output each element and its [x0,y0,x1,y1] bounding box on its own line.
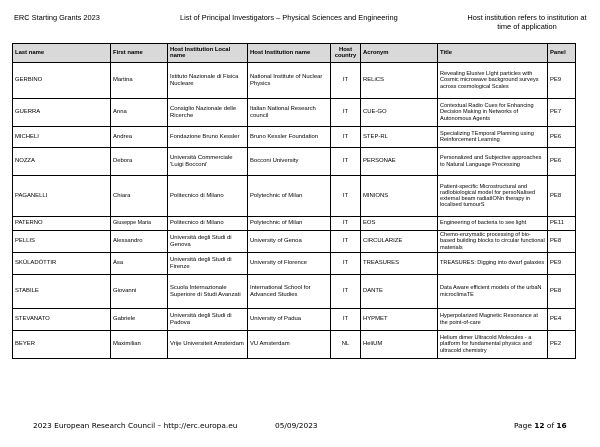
cell-host-local: Istituto Nazionale di Fisica Nucleare [168,63,248,99]
cell-title: Personalized and Subjective approaches to Natural Language Processing [438,148,548,176]
cell-first-name: Martina [111,63,168,99]
table-row [13,331,576,359]
cell-host-local: Vrije Universiteit Amsterdam [168,331,248,359]
principal-investigators-table [12,43,576,359]
cell-title: Engineering of bacteria to see light [438,217,548,231]
cell-title: Contextual Radio Cues for Enhancing Decision Making in Networks of Autonomous Agents [438,99,548,127]
cell-first-name: Debora [111,148,168,176]
footer-date: 05/09/2023 [275,421,318,430]
cell-first-name: Giovanni [111,275,168,309]
table-row [13,127,576,148]
cell-acronym: CUE-GO [361,99,438,127]
header-row [13,44,576,63]
cell-title: TREASURES: Digging into dwarf galaxies [438,253,548,275]
cell-last-name: NOZZA [13,148,111,176]
cell-country: IT [331,127,361,148]
cell-first-name: Gabriele [111,309,168,331]
cell-last-name: MICHELI [13,127,111,148]
col-header-host-country: Host country [331,44,361,63]
cell-host-name: Bocconi University [248,148,331,176]
cell-panel: PE9 [548,63,576,99]
cell-country: IT [331,63,361,99]
cell-first-name: Alessandro [111,231,168,253]
cell-host-local: Politecnico di Milano [168,217,248,231]
col-header-acronym: Acronym [361,44,438,63]
cell-host-local: Università degli Studi di Padova [168,309,248,331]
header-right: Host institution refers to institution at time of application [467,13,587,31]
cell-title: Revealing Elusive LIght particles with Cosmic microwave background surveys across cosmological Scales [438,63,548,99]
cell-acronym: RELiCS [361,63,438,99]
cell-title: Helium dimer Ultracold Molecules - a platform for fundamental physics and ultracold chemistry [438,331,548,359]
cell-host-name: National Institute of Nuclear Physics [248,63,331,99]
cell-panel: PE9 [548,253,576,275]
cell-title: Data Aware efficient models of the urbaN microclimaTE [438,275,548,309]
cell-host-name: International School for Advanced Studies [248,275,331,309]
cell-last-name: GUERRA [13,99,111,127]
cell-host-local: Scuola Internazionale Superiore di Studi Avanzati [168,275,248,309]
col-header-first-name: First name [111,44,168,63]
cell-panel: PE6 [548,127,576,148]
cell-first-name: Chiara [111,176,168,217]
cell-host-local: Consiglio Nazionale delle Ricerche [168,99,248,127]
cell-country: NL [331,331,361,359]
table-row [13,99,576,127]
cell-panel: PE8 [548,231,576,253]
table-row [13,275,576,309]
col-header-panel: Panel [548,44,576,63]
cell-acronym: TREASURES [361,253,438,275]
cell-title: Chemo-enzymatic processing of bio-based building blocks to circular functional materials [438,231,548,253]
cell-host-name: University of Genoa [248,231,331,253]
cell-panel: PE2 [548,331,576,359]
cell-host-name: Polytechnic of Milan [248,176,331,217]
col-header-host-name: Host Institution name [248,44,331,63]
cell-acronym: STEP-RL [361,127,438,148]
page-of: of [546,421,555,430]
footer-page-number [514,421,567,430]
cell-first-name: Ása [111,253,168,275]
cell-host-name: University of Florence [248,253,331,275]
cell-country: IT [331,275,361,309]
page-word: Page [514,421,532,430]
cell-acronym: HYPMET [361,309,438,331]
cell-host-local: Fondazione Bruno Kessler [168,127,248,148]
header-left: ERC Starting Grants 2023 [14,13,100,22]
table-row [13,63,576,99]
cell-title: Hyperpolarized Magnetic Resonance at the point-of-care [438,309,548,331]
cell-country: IT [331,148,361,176]
cell-host-name: Polytechnic of Milan [248,217,331,231]
cell-first-name: Maximilian [111,331,168,359]
col-header-title: Title [438,44,548,63]
cell-acronym: PERSONAE [361,148,438,176]
cell-acronym: HeliUM [361,331,438,359]
cell-panel: PE6 [548,148,576,176]
cell-title: Patient-specific Microstructural and radIobiological model for persoNalised external beam radiatIONn therapy in localised tumourS [438,176,548,217]
col-header-host-local: Host Institution Local name [168,44,248,63]
cell-last-name: GERBINO [13,63,111,99]
table-row [13,231,576,253]
cell-panel: PE8 [548,176,576,217]
cell-host-local: Università degli Studi di Genova [168,231,248,253]
cell-host-name: VU Amsterdam [248,331,331,359]
col-header-last-name: Last name [13,44,111,63]
cell-host-name: Italian National Research council [248,99,331,127]
cell-panel: PE8 [548,275,576,309]
cell-last-name: PELLIS [13,231,111,253]
cell-acronym: EOS [361,217,438,231]
cell-acronym: CIRCULARIZE [361,231,438,253]
cell-country: IT [331,176,361,217]
cell-panel: PE4 [548,309,576,331]
cell-country: IT [331,99,361,127]
cell-host-name: Bruno Kessler Foundation [248,127,331,148]
cell-country: IT [331,253,361,275]
cell-acronym: MINIONS [361,176,438,217]
table-row [13,176,576,217]
cell-panel: PE7 [548,99,576,127]
cell-acronym: DANTE [361,275,438,309]
cell-last-name: STEVANATO [13,309,111,331]
cell-country: IT [331,309,361,331]
cell-first-name: Giuseppe Maria [111,217,168,231]
table-row [13,253,576,275]
cell-host-name: University of Padua [248,309,331,331]
table-row [13,148,576,176]
cell-host-local: Politecnico di Milano [168,176,248,217]
cell-last-name: STABILE [13,275,111,309]
page-total: 16 [556,421,567,430]
cell-last-name: BEYER [13,331,111,359]
header-center: List of Principal Investigators – Physical Sciences and Engineering [180,13,398,22]
cell-last-name: PAGANELLI [13,176,111,217]
cell-country: IT [331,231,361,253]
cell-host-local: Università Commerciale 'Luigi Bocconi' [168,148,248,176]
page-current: 12 [534,421,545,430]
cell-host-local: Università degli Studi di Firenze [168,253,248,275]
cell-first-name: Anna [111,99,168,127]
cell-last-name: SKÜLADÓTTIR [13,253,111,275]
cell-title: Specializing TEmporal Planning using Reinforcement Learning [438,127,548,148]
table-row [13,309,576,331]
cell-last-name: PATERNO [13,217,111,231]
footer-copyright: 2023 European Research Council – http://erc.europa.eu [33,421,238,430]
table-row [13,217,576,231]
cell-country: IT [331,217,361,231]
cell-panel: PE11 [548,217,576,231]
cell-first-name: Andrea [111,127,168,148]
